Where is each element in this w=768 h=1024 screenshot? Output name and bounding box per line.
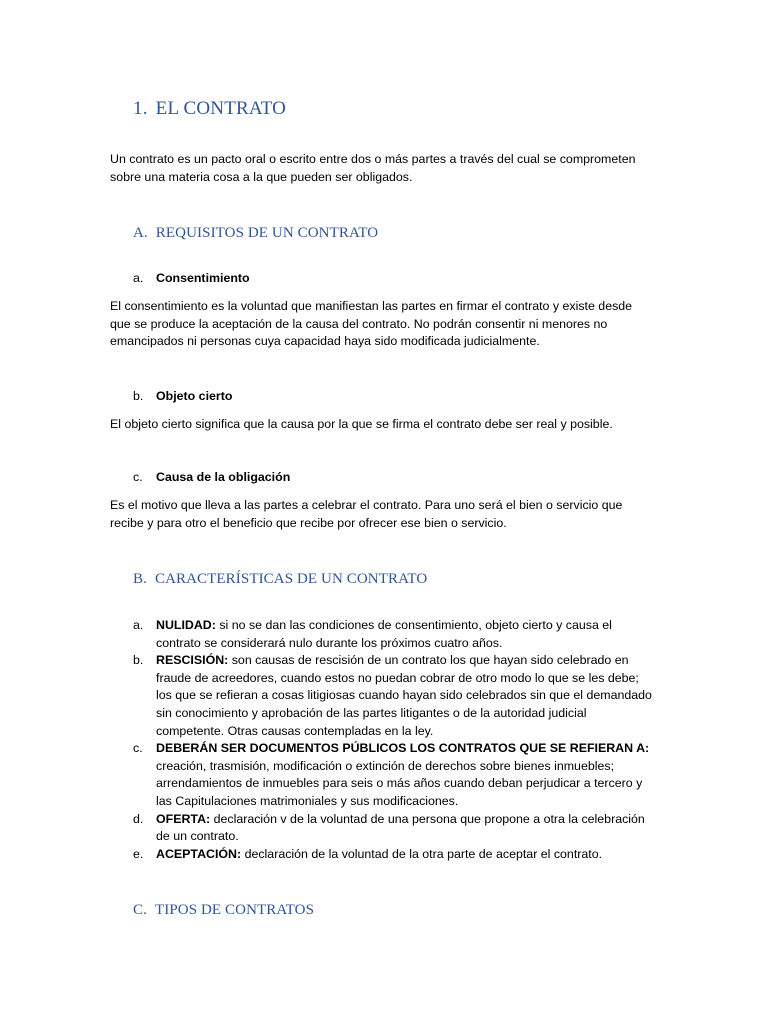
- section-1-heading: [133, 98, 286, 120]
- section-a-heading: [133, 225, 378, 242]
- section-b-heading: [133, 571, 427, 588]
- section-c-letter: C.: [133, 902, 147, 918]
- section-c-heading: [133, 902, 314, 919]
- list-item-term: OFERTA:: [156, 811, 211, 826]
- subheading-objeto-cierto: [133, 389, 232, 403]
- list-item-text: si no se dan las condiciones de consentimiento, objeto cierto y causa el contrato se considerará nulo durante los próximos cuatro años.: [156, 618, 612, 650]
- list-item-text: creación, trasmisión, modificación o extinción de derechos sobre bienes inmuebles; arrendamientos de inmuebles para seis o más años cuando deban perjudicar a tercero y las Capitulaciones matrimoniales y sus modificaciones.: [156, 758, 643, 808]
- list-item-term: ACEPTACIÓN:: [156, 846, 242, 861]
- list-item-rescision: [133, 652, 653, 740]
- list-item-term: RESCISIÓN:: [156, 653, 229, 668]
- section-1-title: EL CONTRATO: [155, 98, 287, 119]
- list-item-documentos-publicos: [133, 740, 653, 810]
- subheading-causa: [133, 470, 290, 484]
- list-item-text: declaración de la voluntad de la otra parte de aceptar el contrato.: [241, 846, 603, 861]
- list-item-letter: b.: [133, 653, 144, 668]
- objeto-cierto-paragraph: El objeto cierto significa que la causa por la que se firma el contrato debe ser real y posible.: [110, 417, 613, 431]
- list-item-letter: e.: [133, 846, 144, 861]
- section-b-title: CARACTERÍSTICAS DE UN CONTRATO: [154, 571, 428, 587]
- subheading-label: Consentimiento: [156, 271, 250, 285]
- consentimiento-paragraph: El consentimiento es la voluntad que manifiestan las partes en firmar el contrato y existe desde que se produce la aceptación de la causa del contrato. No podrán consentir ni menores no emancipados ni personas cuya capacidad haya sido modificada judicialmente.: [110, 299, 633, 348]
- list-item-nulidad: [133, 617, 653, 652]
- subheading-label: Objeto cierto: [156, 389, 233, 403]
- section-1-number: 1.: [133, 98, 148, 119]
- intro-paragraph: Un contrato es un pacto oral o escrito entre dos o más partes a través del cual se comprometen sobre una materia cosa a la que pueden ser obligados.: [110, 152, 636, 184]
- subheading-letter: c.: [133, 470, 143, 484]
- characteristics-list: [133, 617, 653, 863]
- list-item-oferta: [133, 811, 653, 846]
- list-item-letter: c.: [133, 741, 143, 756]
- list-item-text: son causas de rescisión de un contrato los que hayan sido celebrado en fraude de acreedores, cuando estos no puedan cobrar de otro modo lo que se les debe; los que se refieran a cosas litigiosas cuando hayan sido celebrados sin que el demandado sin conocimiento y aprobación de las partes litigantes o de la autoridad judicial competente. Otras causas contempladas en la ley.: [156, 653, 652, 738]
- subheading-label: Causa de la obligación: [156, 470, 291, 484]
- subheading-consentimiento: [133, 271, 250, 285]
- list-item-aceptacion: [133, 846, 653, 864]
- list-item-letter: d.: [133, 811, 144, 826]
- list-item-text: declaración v de la voluntad de una persona que propone a otra la celebración de un contrato.: [156, 811, 645, 844]
- section-a-letter: A.: [133, 225, 148, 241]
- list-item-term: DEBERÁN SER DOCUMENTOS PÚBLICOS LOS CONTRATOS QUE SE REFIERAN A:: [156, 741, 650, 756]
- section-c-title: TIPOS DE CONTRATOS: [154, 902, 315, 918]
- subheading-letter: a.: [133, 271, 144, 285]
- subheading-letter: b.: [133, 389, 144, 403]
- list-item-letter: a.: [133, 618, 144, 632]
- section-b-letter: B.: [133, 571, 147, 587]
- section-a-title: REQUISITOS DE UN CONTRATO: [155, 225, 379, 241]
- causa-paragraph: Es el motivo que lleva a las partes a celebrar el contrato. Para uno será el bien o servicio que recibe y para otro el beneficio que recibe por ofrecer ese bien o servicio.: [110, 498, 623, 530]
- list-item-term: NULIDAD:: [156, 618, 216, 632]
